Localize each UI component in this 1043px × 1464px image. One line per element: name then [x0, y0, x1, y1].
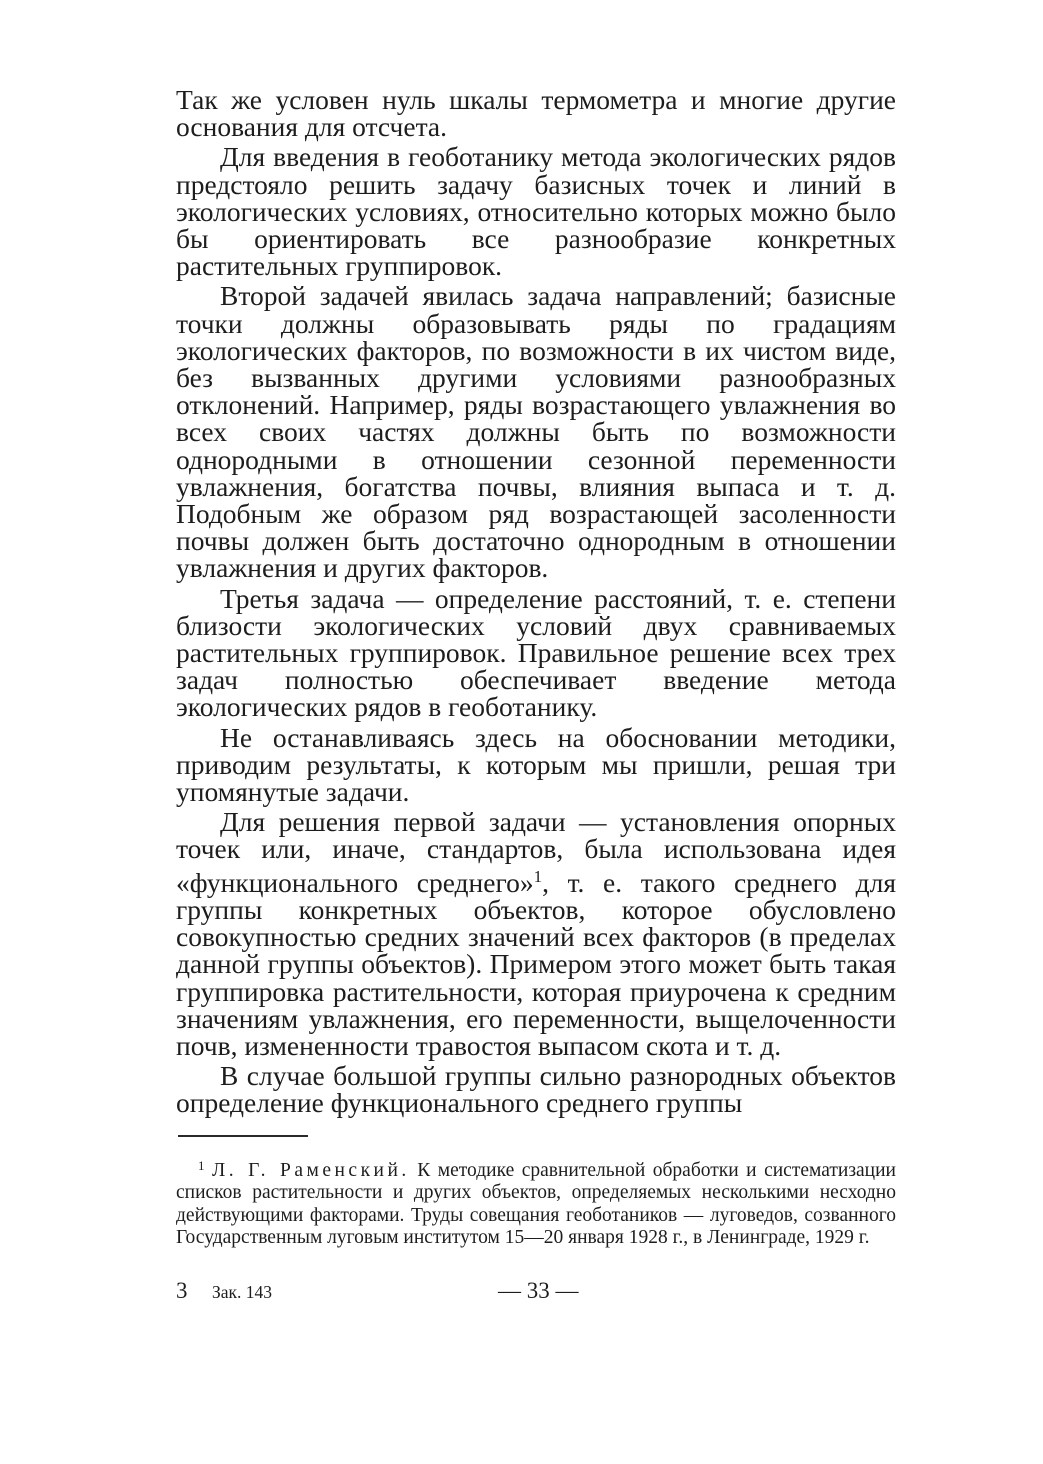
footnote-divider — [178, 1135, 308, 1137]
paragraph-6-part-1: Для решения первой задачи — установления опорных точек или, иначе, стандартов, была использована идея «функционального среднего» — [176, 806, 896, 898]
paragraph-5: Не останавливаясь здесь на обосновании методики, приводим результаты, к которым мы пришли, решая три упомянутые задачи. — [176, 721, 896, 808]
footnote — [176, 1155, 896, 1250]
footnote-text: К методике сравнительной обработки и систематизации списков растительности и других объектов, определяемых несколькими несходно действующими факторами. Труды совещания геоботаников — луговедов, созванного Государственным луговым институтом 15—20 января 1928 г., в Ленинграде, 1929 г. — [176, 1159, 896, 1249]
paragraph-6 — [176, 808, 896, 1059]
paragraph-1: Так же условен нуль шкалы термометра и многие другие основания для отсчета. — [176, 84, 896, 143]
paragraph-4: Третья задача — определение расстояний, т. е. степени близости экологических условий двух сравниваемых растительных группировок. Правильное решение всех трех задач полностью обеспечивает введение метода экологических рядов в геоботанику. — [176, 582, 896, 723]
paragraph-7: В случае большой группы сильно разнородных объектов определение функционального среднего группы — [176, 1060, 896, 1119]
footnote-reference: 1 — [533, 866, 543, 886]
page-number: — 33 — — [498, 1278, 579, 1303]
page-content — [176, 86, 896, 1250]
paragraph-2: Для введения в геоботанику метода экологических рядов предстояло решить задачу базисных точек и линий в экологических условиях, относительно которых можно было бы ориентировать все разнообразие конкретных растительных группировок. — [176, 141, 896, 282]
paragraph-6-part-2: , т. е. такого среднего для группы конкретных объектов, которое обусловлено совокупностью средних значений всех факторов (в пределах данной группы объектов). Примером этого может быть такая группировка растительности, которая приурочена к средним значениям увлажнения, его переменности, выщелоченности почв, измененности травостоя выпасом скота и т. д. — [176, 866, 896, 1061]
body-text — [176, 86, 896, 1117]
page-footer — [176, 1278, 896, 1308]
signature-number: 3 — [176, 1278, 188, 1303]
paragraph-3: Второй задачей явилась задача направлений; базисные точки должны образовывать ряды по градациям экологических факторов, по возможности в их чистом виде, без вызванных другими условиями разнообразных отклонений. Например, ряды возрастающего увлажнения во всех своих частях должны быть по возможности однородными в отношении сезонной переменности увлажнения, богатства почвы, влияния выпаса и т. д. Подобным же образом ряд возрастающей засоленности почвы должен быть достаточно однородным в отношении увлажнения и других факторов. — [176, 280, 896, 584]
footnote-author: Л. Г. Раменский. — [211, 1159, 410, 1181]
order-number: Зак. 143 — [212, 1282, 273, 1302]
footnote-marker: 1 — [198, 1157, 205, 1173]
